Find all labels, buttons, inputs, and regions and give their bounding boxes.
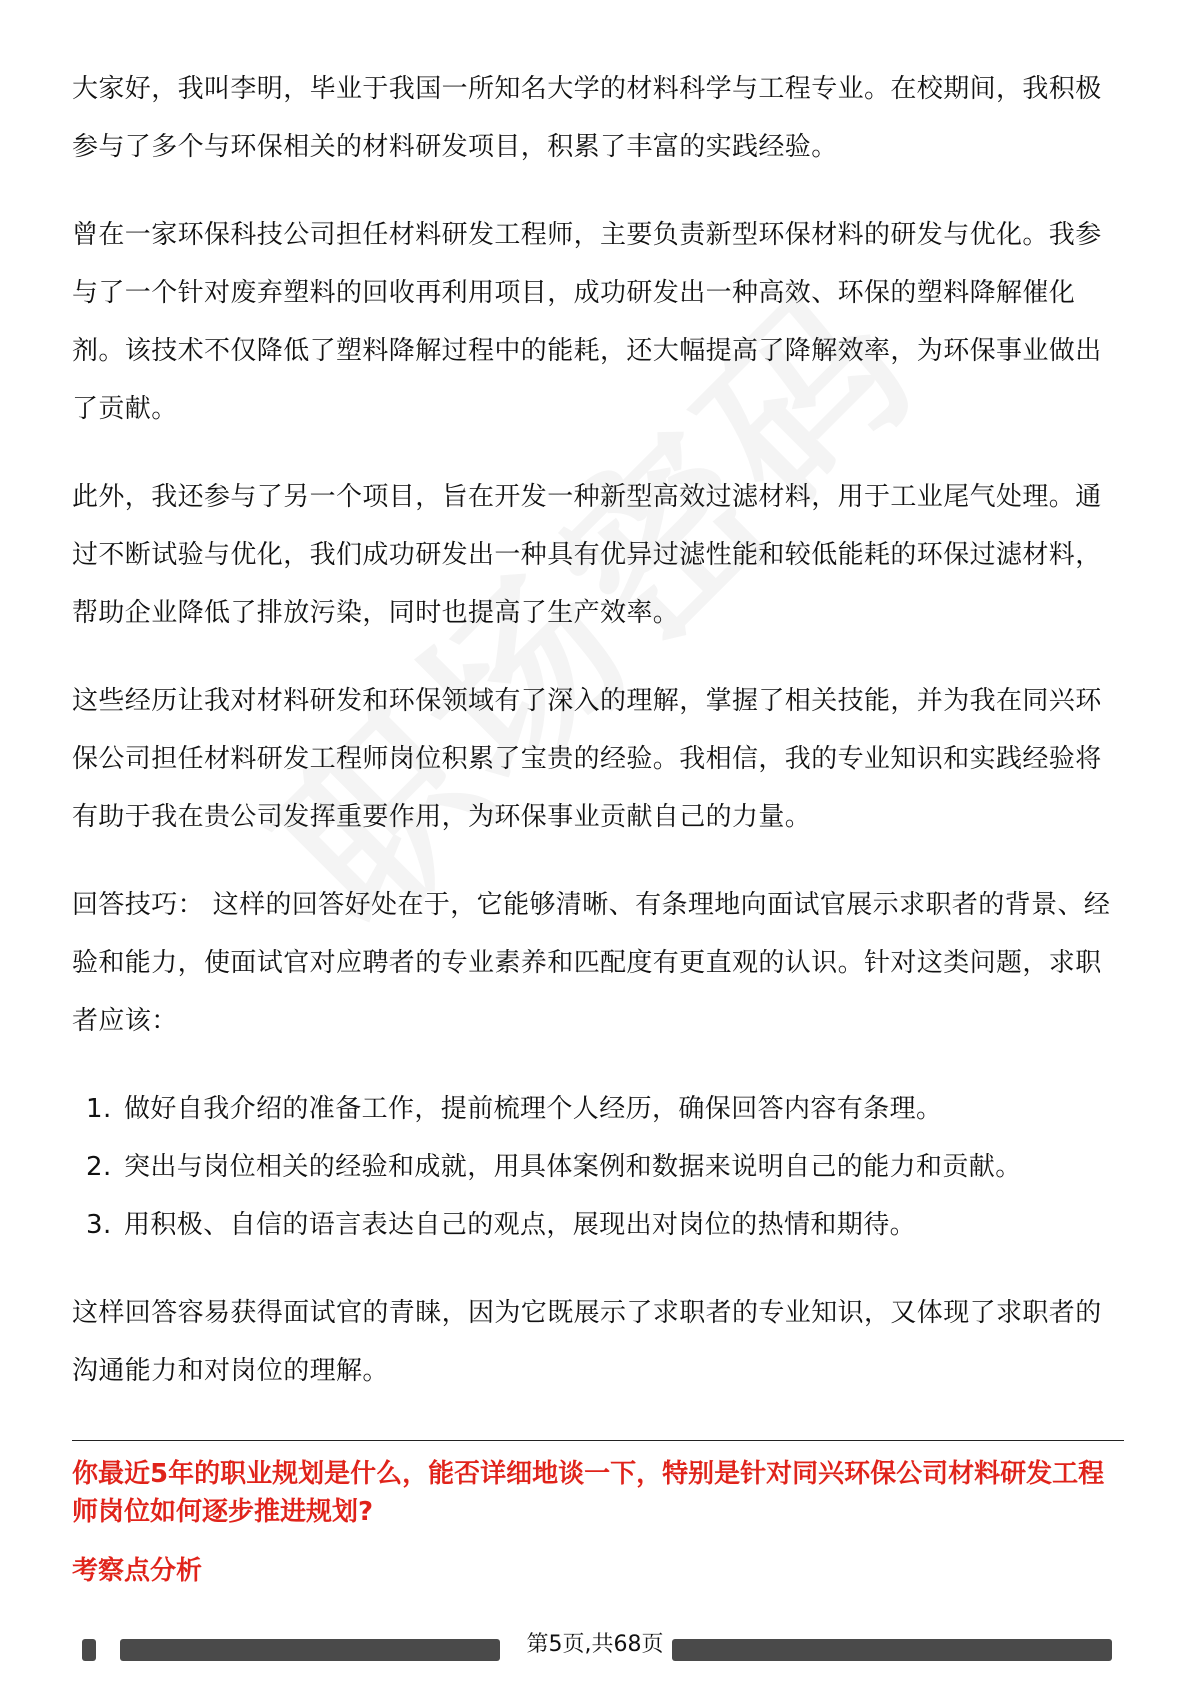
list-item [72,1196,1124,1254]
answer-paragraph-2: 曾在一家环保科技公司担任材料研发工程师，主要负责新型环保材料的研发与优化。我参与了一个针对废弃塑料的回收再利用项目，成功研发出一种高效、环保的塑料降解催化剂。该技术不仅降低了塑料降解过程中的能耗，还大幅提高了降解效率，为环保事业做出了贡献。 [72,220,1102,424]
answer-paragraph-4: 这些经历让我对材料研发和环保领域有了深入的理解，掌握了相关技能，并为我在同兴环保公司担任材料研发工程师岗位积累了宝贵的经验。我相信，我的专业知识和实践经验将有助于我在贵公司发挥重要作用，为环保事业贡献自己的力量。 [72,686,1102,832]
page-number [0,1630,1190,1660]
page-number-text: 第5页,共68页 [519,1632,672,1657]
list-item-text: 用积极、自信的语言表达自己的观点，展现出对岗位的热情和期待。 [124,1210,917,1240]
answer-body [72,60,1124,1430]
section-title: 考察点分析 [72,1556,203,1586]
list-item-text: 做好自我介绍的准备工作，提前梳理个人经历，确保回答内容有条理。 [124,1094,943,1124]
answer-paragraph-3: 此外，我还参与了另一个项目，旨在开发一种新型高效过滤材料，用于工业尾气处理。通过不断试验与优化，我们成功研发出一种具有优异过滤性能和较低能耗的环保过滤材料，帮助企业降低了排放污染，同时也提高了生产效率。 [72,482,1102,628]
list-item-number: 2. [86,1152,112,1182]
list-item-text: 突出与岗位相关的经验和成就，用具体案例和数据来说明自己的能力和贡献。 [124,1152,1022,1182]
list-item [72,1138,1124,1196]
section-divider [72,1440,1124,1441]
answer-tips-intro: 回答技巧： 这样的回答好处在于，它能够清晰、有条理地向面试官展示求职者的背景、经验和能力，使面试官对应聘者的专业素养和匹配度有更直观的认识。针对这类问题，求职者应该： [72,890,1111,1036]
list-item [72,1080,1124,1138]
tips-list [72,1080,1124,1254]
closing-paragraph: 这样回答容易获得面试官的青睐，因为它既展示了求职者的专业知识，又体现了求职者的沟通能力和对岗位的理解。 [72,1298,1102,1386]
list-item-number: 3. [86,1210,112,1240]
answer-paragraph-1: 大家好，我叫李明，毕业于我国一所知名大学的材料科学与工程专业。在校期间，我积极参与了多个与环保相关的材料研发项目，积累了丰富的实践经验。 [72,74,1102,162]
interview-question: 你最近5年的职业规划是什么，能否详细地谈一下，特别是针对同兴环保公司材料研发工程师岗位如何逐步推进规划? [72,1459,1105,1527]
list-item-number: 1. [86,1094,112,1124]
